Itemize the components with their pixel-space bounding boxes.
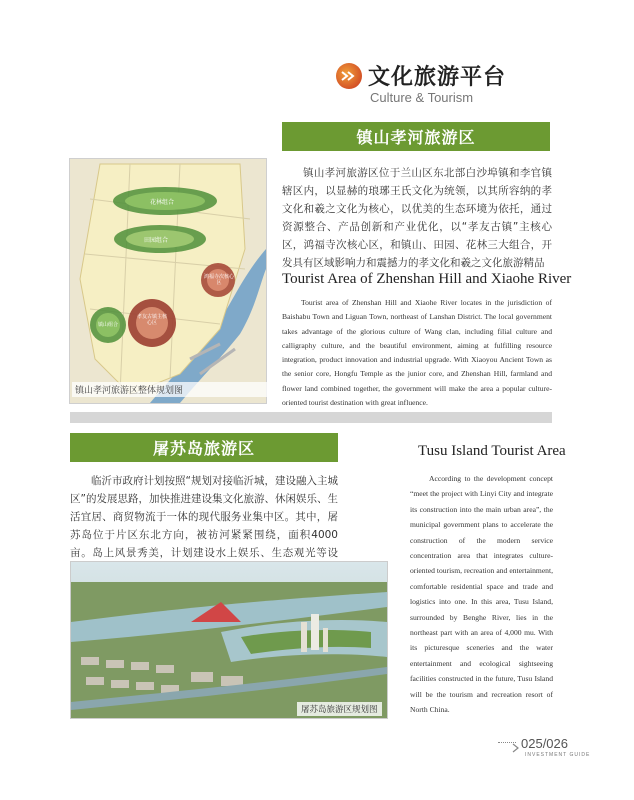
map-caption: 镇山孝河旅游区整体规划图 — [72, 382, 268, 397]
map-label-xiaoyou-town: 孝友古镇主核心区 — [136, 314, 167, 326]
section1-cn-text: 镇山孝河旅游区位于兰山区东北部白沙埠镇和李官镇辖区内，以显赫的琅琊王氏文化为统领，以其所容纳的孝文化和羲之文化为核心，以优美的生态环境为依托，通过资源整合、产品创新和产业优化，以“孝友古镇”主核心区，鸿福寺次核心区，和镇山、田园、花林三大组合，开发具有区域影响力和震撼力的孝文化和羲之文化旅游精品 — [282, 167, 552, 269]
section2-en-title: Tusu Island Tourist Area — [418, 443, 566, 459]
chevron-right-icon — [512, 738, 520, 757]
map-label-flower-forest: 花林组合 — [150, 199, 175, 206]
map-label-hongfu-temple: 鸿福寺次核心区 — [204, 274, 235, 286]
section2-title-bar: 屠苏岛旅游区 — [70, 433, 338, 462]
section-divider — [70, 412, 552, 423]
tusu-island-aerial-image — [70, 561, 388, 719]
zhenshan-planning-map — [69, 158, 267, 404]
map-label-farmland: 田园组合 — [144, 237, 169, 244]
section1-title-bar: 镇山孝河旅游区 — [282, 122, 550, 151]
footer-guide-label: INVESTMENT GUIDE — [525, 752, 591, 758]
section2-cn-text: 临沂市政府计划按照“规划对接临沂城，建设融入主城区”的发展思路，加快推进建设集文化旅游、休闲娱乐、生活宜居、商贸物流于一体的现代服务业集中区。其中，屠苏岛位于片区东北方向，被祊河紧紧围绕，面积4000亩。岛上风景秀美，计划建设水上娱乐、生态观光等设 — [70, 475, 338, 559]
page-subtitle: Culture & Tourism — [370, 90, 474, 105]
page-number: 025/026 — [521, 736, 568, 751]
page-title: 文化旅游平台 — [368, 65, 507, 90]
section2-en-text: According to the development concept “meet the project with Linyi City and integrate its construction into the main urban area”, the municipal government plans to accelerate the construction of the modern service concentration area that integrates culture-oriented tourism, recreation and entertainment, comfortable residential space and trade and logistics into one. In this area, Tusu Island, surrounded by Benghe River, lies in the northeast part with an area of 4,000 mu. With its picturesque sceneries and the water entertainment and ecological sightseeing facilities constructed in the future, Tusu Island will be the tourism and recreation resort of North China. — [410, 474, 553, 715]
section1-en-text: Tourist area of Zhenshan Hill and Xiaohe River locates in the jurisdiction of Baishabu Town and Liguan Town, northeast of Lanshan District. The local government takes advantage of the glorious culture of Wang clan, including filial culture and calligraphy culture, and the beautiful environment, aiming at fulfilling resource integration, product innovation and industrial upgrade. With Xiaoyou Ancient Town as the senior core, Hongfu Temple as the junior core, and Zhenshan Hill, farmland and flower land combined together, the government will make the area a popular culture-oriented tourist destination with great influence. — [282, 298, 552, 408]
map-label-zhenshan: 镇山组合 — [97, 322, 118, 328]
double-chevron-right-icon — [336, 63, 362, 89]
aerial-image-caption: 屠苏岛旅游区规划图 — [297, 702, 382, 716]
section1-en-title: Tourist Area of Zhenshan Hill and Xiaohe River — [282, 271, 572, 287]
